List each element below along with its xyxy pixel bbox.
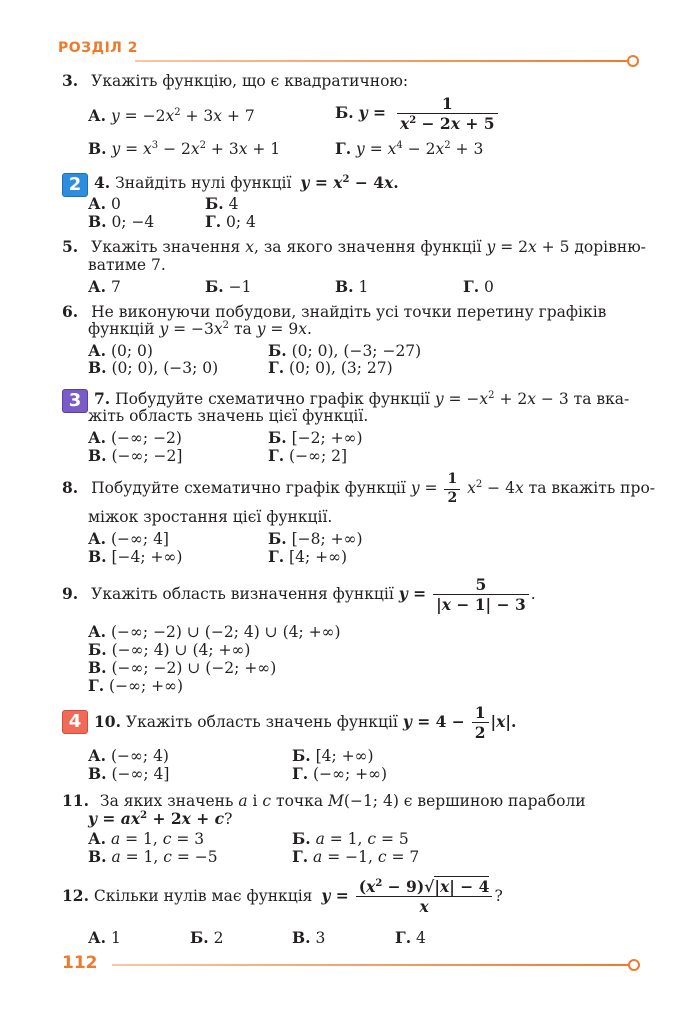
level-2-badge: 2 bbox=[62, 173, 88, 197]
q8-option-g: Г. [4; +∞) bbox=[268, 547, 348, 566]
footer-rule-end bbox=[628, 959, 640, 971]
q3-option-b: Б. y = $\frac{1}{x^2 - 2x + 5}$ bbox=[335, 94, 500, 134]
page-number: 112 bbox=[62, 953, 98, 973]
q11-option-b: Б. a = 1, c = 5 bbox=[292, 829, 409, 848]
q6-option-v: В. (0; 0), (−3; 0) bbox=[88, 358, 219, 377]
q11-option-a: А. a = 1, c = 3 bbox=[88, 829, 205, 848]
q8-option-v: В. [−4; +∞) bbox=[88, 547, 183, 566]
question-5: 5. Укажіть значення x, за якого значення функції y = 2x + 5 дорівню- bbox=[62, 237, 646, 256]
question-11: 11. За якиx значень a і c точка M(−1; 4) є вершиною параболи bbox=[62, 791, 586, 810]
q7-text-line2: жіть область значень цієї функції. bbox=[88, 407, 369, 425]
question-9: 9. Укажіть область визначення функції y = $\frac{5}{|x - 1| - 3}$ . bbox=[62, 575, 536, 615]
q11-text-line2: $y = ax^2 + 2x + c$? bbox=[88, 809, 233, 828]
q5-option-v: В. 1 bbox=[335, 277, 369, 296]
q12-option-g: Г. 4 bbox=[395, 928, 426, 947]
level-4-badge: 4 bbox=[62, 710, 88, 734]
question-6: 6. Не виконуючи побудови, знайдіть усі точки перетину графіків bbox=[62, 302, 607, 321]
question-text: Укажіть функцію, що є квадратичною: bbox=[91, 72, 409, 90]
q6-option-g: Г. (0; 0), (3; 27) bbox=[268, 358, 393, 377]
q8-option-b: Б. [−8; +∞) bbox=[268, 529, 363, 548]
header-rule bbox=[135, 60, 627, 62]
q7-option-a: А. (−∞; −2) bbox=[88, 428, 182, 447]
q6-text-line2: функцій $y = -3x^2$ та y = 9x. bbox=[88, 320, 312, 339]
q6-option-b: Б. (0; 0), (−3; −27) bbox=[268, 341, 422, 360]
question-7: 7. Побудуйте схематично графік функції $y = -x^2 + 2x - 3$ та вка- bbox=[94, 389, 630, 408]
q9-option-v: В. (−∞; −2) ∪ (−2; +∞) bbox=[88, 658, 277, 677]
q4-option-g: Г. 0; 4 bbox=[205, 212, 256, 231]
q3-option-a: А. $y = -2x^2 + 3x + 7$ bbox=[88, 106, 255, 125]
footer-rule bbox=[112, 964, 628, 966]
q12-option-v: В. 3 bbox=[292, 928, 326, 947]
q8-option-a: А. (−∞; 4] bbox=[88, 529, 169, 548]
q10-option-g: Г. (−∞; +∞) bbox=[292, 764, 388, 783]
q7-option-b: Б. [−2; +∞) bbox=[268, 428, 363, 447]
q5-text-line2: ватиме 7. bbox=[88, 256, 166, 274]
question-4: 4. Знайдіть нулі функції $y = x^2 - 4x$. bbox=[94, 173, 399, 192]
q7-option-g: Г. (−∞; 2] bbox=[268, 446, 348, 465]
q10-option-v: В. (−∞; 4] bbox=[88, 764, 170, 783]
q4-option-a: А. 0 bbox=[88, 194, 121, 213]
level-3-badge: 3 bbox=[62, 389, 88, 413]
question-10: 10. Укажіть область значень функції y = 4 − $\frac{1}{2}$ |x|. bbox=[94, 703, 517, 743]
q10-option-b: Б. [4; +∞) bbox=[292, 746, 374, 765]
q6-option-a: А. (0; 0) bbox=[88, 341, 153, 360]
q9-option-b: Б. (−∞; 4) ∪ (4; +∞) bbox=[88, 640, 251, 659]
q7-option-v: В. (−∞; −2] bbox=[88, 446, 183, 465]
q4-option-v: В. 0; −4 bbox=[88, 212, 155, 231]
q12-option-b: Б. 2 bbox=[190, 928, 224, 947]
question-8: 8. Побудуйте схематично графік функції y = $\frac{1}{2}$ $x^2 - 4x$ та вкажіть про- bbox=[62, 471, 656, 506]
question-12: 12. Скільки нулів має функція y = $\frac{(x^2 - 9)√|x| - 4}{x}$ ? bbox=[62, 877, 503, 917]
q3-option-g: Г. $y = x^4 - 2x^2 + 3$ bbox=[335, 139, 484, 158]
q4-option-b: Б. 4 bbox=[205, 194, 239, 213]
q8-text-line2: міжок зростання цієї функції. bbox=[88, 508, 333, 526]
q3-option-v: В. $y = x^3 - 2x^2 + 3x + 1$ bbox=[88, 139, 281, 158]
q11-option-v: В. a = 1, c = −5 bbox=[88, 847, 218, 866]
q9-option-a: А. (−∞; −2) ∪ (−2; 4) ∪ (4; +∞) bbox=[88, 622, 341, 641]
question-3 bbox=[62, 71, 408, 90]
q5-option-a: А. 7 bbox=[88, 277, 121, 296]
q11-option-g: Г. a = −1, c = 7 bbox=[292, 847, 420, 866]
section-label: РОЗДІЛ 2 bbox=[58, 40, 139, 56]
question-number: 3. bbox=[62, 71, 79, 90]
q12-option-a: А. 1 bbox=[88, 928, 121, 947]
q10-option-a: А. (−∞; 4) bbox=[88, 746, 169, 765]
q9-option-g: Г. (−∞; +∞) bbox=[88, 676, 184, 695]
q5-option-g: Г. 0 bbox=[463, 277, 494, 296]
header-rule-end bbox=[627, 55, 639, 67]
q5-option-b: Б. −1 bbox=[205, 277, 252, 296]
